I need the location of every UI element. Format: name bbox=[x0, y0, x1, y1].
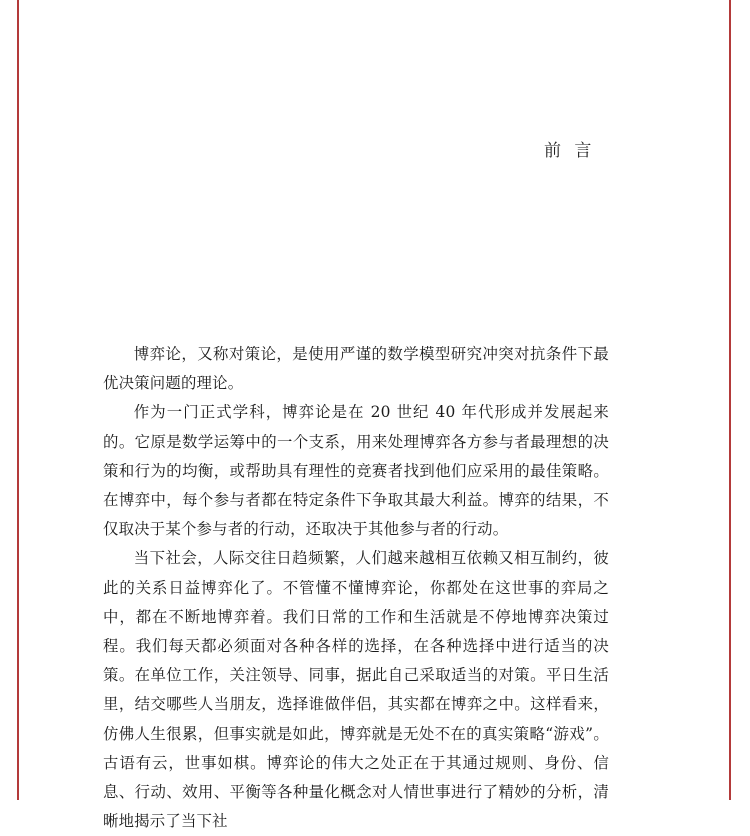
page-title: 前 言 bbox=[544, 141, 596, 161]
page-border-right bbox=[729, 0, 731, 800]
paragraph-3: 当下社会，人际交往日趋频繁，人们越来越相互依赖又相互制约，彼此的关系日益博弈化了。不管懂不懂博弈论，你都处在这世事的弈局之中，都在不断地博弈着。我们日常的工作和生活就是不停地博弈决策过程。我们每天都必须面对各种各样的选择，在各种选择中进行适当的决策。在单位工作，关注领导、同事，据此自己采取适当的对策。平日生活里，结交哪些人当朋友，选择谁做伴侣，其实都在博弈之中。这样看来，仿佛人生很累，但事实就是如此，博弈就是无处不在的真实策略“游戏”。古语有云，世事如棋。博弈论的伟大之处正在于其通过规则、身份、信息、行动、效用、平衡等各种量化概念对人情世事进行了精妙的分析，清晰地揭示了当下社 bbox=[103, 549, 609, 831]
paragraph-1: 博弈论，又称对策论，是使用严谨的数学模型研究冲突对抗条件下最优决策问题的理论。 bbox=[103, 345, 609, 393]
paragraph-2: 作为一门正式学科，博弈论是在 20 世纪 40 年代形成并发展起来的。它原是数学运筹中的一个支系，用来处理博弈各方参与者最理想的决策和行为的均衡，或帮助具有理性的竞赛者找到他们应采用的最佳策略。在博弈中，每个参与者都在特定条件下争取其最大利益。博弈的结果，不仅取决于某个参与者的行动，还取决于其他参与者的行动。 bbox=[103, 403, 609, 539]
body-text bbox=[103, 340, 609, 836]
